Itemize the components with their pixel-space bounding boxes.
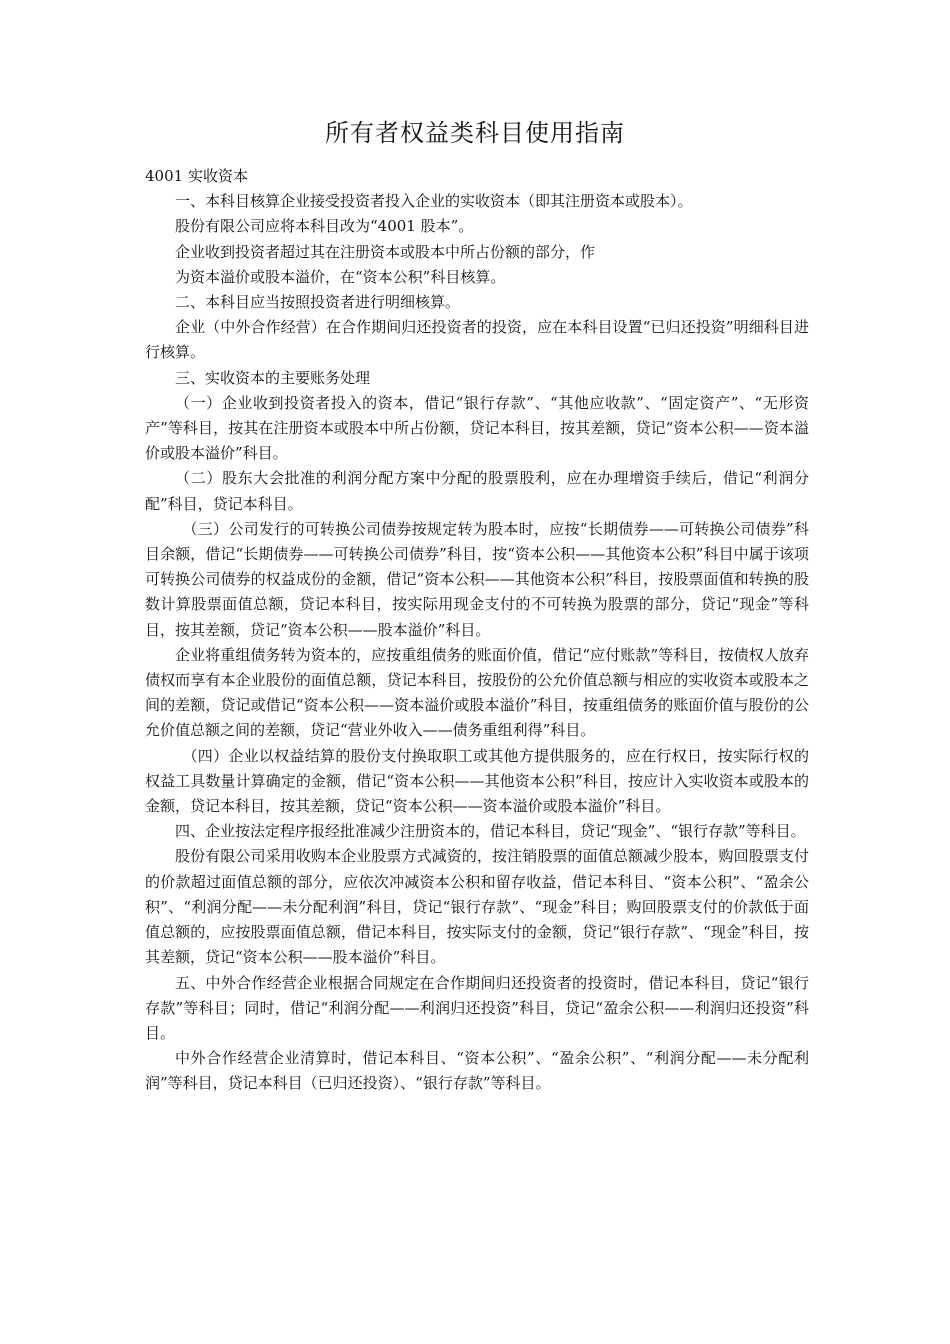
- document-body: [145, 164, 809, 1097]
- account-heading: 4001 实收资本: [145, 167, 248, 185]
- paragraph: 企业收到投资者超过其在注册资本或股本中所占份额的部分，作: [175, 242, 596, 261]
- paragraph: 五、中外合作经营企业根据合同规定在合作期间归还投资者的投资时，借记本科目，贷记“银行存款”等科目；同时，借记“利润分配——利润归还投资”科目，贷记“盈余公积——利润归还投资”科目。: [145, 973, 809, 1042]
- document-title: 所有者权益类科目使用指南: [325, 119, 625, 147]
- paragraph: （一）企业收到投资者投入的资本，借记“银行存款”、“其他应收款”、“固定资产”、“无形资产”等科目，按其在注册资本或股本中所占份额，贷记本科目，按其差额，贷记“资本公积——资本溢价或股本溢价”科目。: [145, 393, 809, 463]
- paragraph: 四、企业按法定程序报经批准减少注册资本的，借记本科目，贷记“现金”、“银行存款”等科目。: [175, 822, 806, 841]
- paragraph: 股份有限公司采用收购本企业股票方式减资的，按注销股票的面值总额减少股本，购回股票支付的价款超过面值总额的部分，应依次冲减资本公积和留存收益，借记本科目、“资本公积”、“盈余公积”、“利润分配——未分配利润”科目，贷记“银行存款”、“现金”科目；购回股票支付的价款低于面值总额的，应按股票面值总额，借记本科目，按实际支付的金额，贷记“银行存款”、“现金”科目，按其差额，贷记“资本公积——股本溢价”科目。: [145, 847, 809, 967]
- paragraph: 企业将重组债务转为资本的，应按重组债务的账面价值，借记“应付账款”等科目，按债权人放弃债权而享有本企业股份的面值总额，贷记本科目，按股份的公允价值总额与相应的实收资本或股本之间的差额，贷记或借记“资本公积——资本溢价或股本溢价”科目，按重组债务的账面价值与股份的公允价值总额之间的差额，贷记“营业外收入——债务重组利得”科目。: [145, 645, 809, 740]
- paragraph: 二、本科目应当按照投资者进行明细核算。: [175, 293, 461, 312]
- paragraph: 中外合作经营企业清算时，借记本科目、“资本公积”、“盈余公积”、“利润分配——未分配利润”等科目，贷记本科目（已归还投资）、“银行存款”等科目。: [145, 1049, 809, 1093]
- paragraph: 股份有限公司应将本科目改为“4001 股本”。: [175, 217, 474, 236]
- paragraph: （三）公司发行的可转换公司债券按规定转为股本时，应按“长期债券——可转换公司债券”科目余额，借记“长期债券——可转换公司债券”科目，按“资本公积——其他资本公积”科目中属于该项可转换公司债券的权益成份的金额，借记“资本公积——其他资本公积”科目，按股票面值和转换的股数计算股票面值总额，贷记本科目，按实际用现金支付的不可转换为股票的部分，贷记“现金”等科目，按其差额，贷记“资本公积——股本溢价”科目。: [145, 519, 809, 639]
- paragraph: 为资本溢价或股本溢价，在“资本公积”科目核算。: [175, 267, 506, 286]
- paragraph: 一、本科目核算企业接受投资者投入企业的实收资本（即其注册资本或股本）。: [175, 192, 693, 211]
- paragraph: （二）股东大会批准的利润分配方案中分配的股票股利，应在办理增资手续后，借记“利润分配”科目，贷记本科目。: [145, 469, 809, 513]
- paragraph: 企业（中外合作经营）在合作期间归还投资者的投资，应在本科目设置“已归还投资”明细科目进行核算。: [145, 318, 809, 362]
- section-heading: 三、实收资本的主要账务处理: [175, 368, 371, 387]
- paragraph: （四）企业以权益结算的股份支付换取职工或其他方提供服务的，应在行权日，按实际行权的权益工具数量计算确定的金额，借记“资本公积——其他资本公积”科目，按应计入实收资本或股本的金额，贷记本科目，按其差额，贷记“资本公积——资本溢价或股本溢价”科目。: [145, 746, 809, 816]
